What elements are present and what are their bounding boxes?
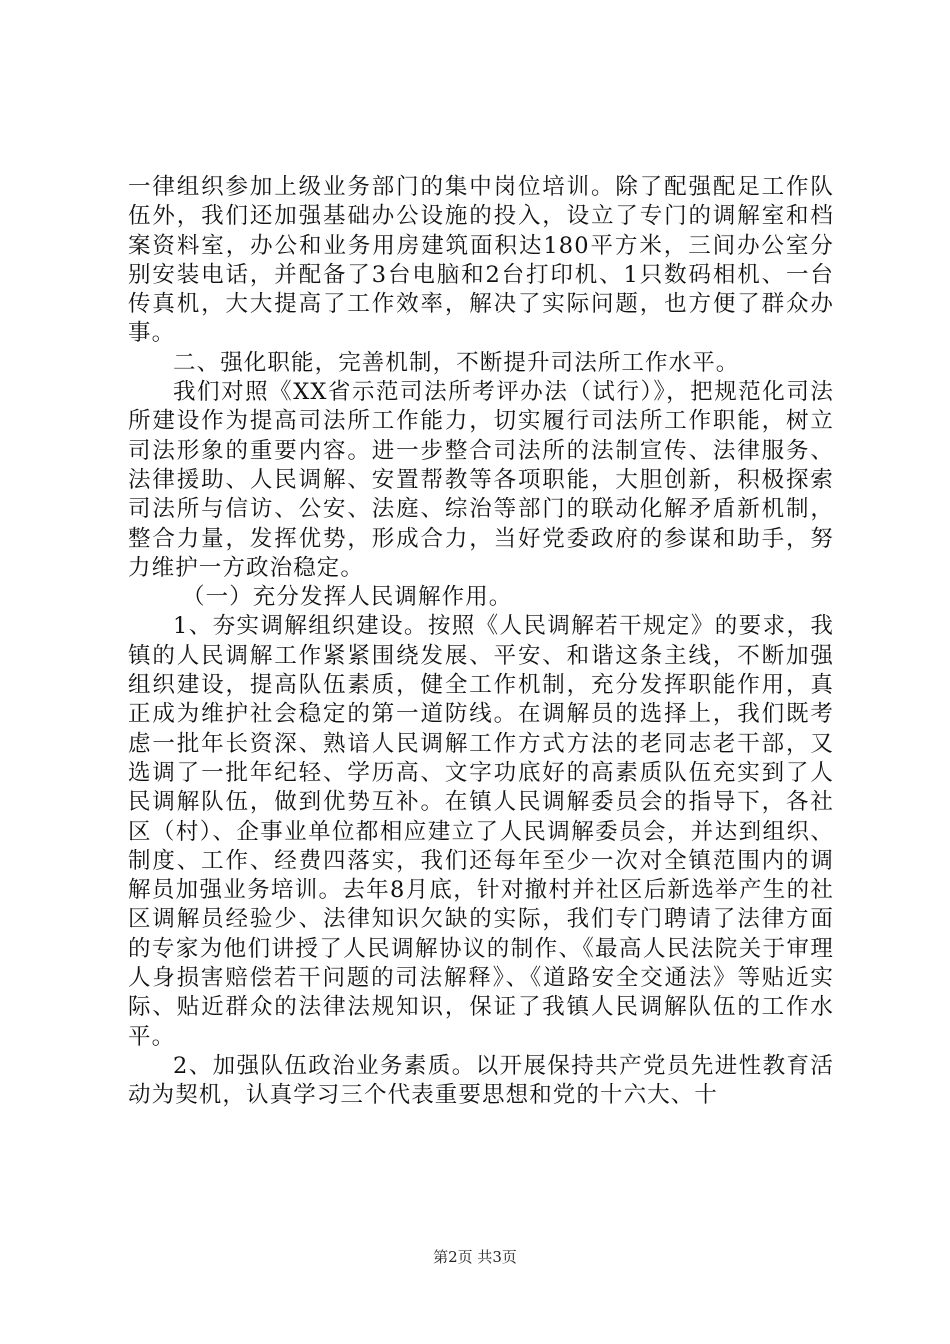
paragraph-office-facilities: 一律组织参加上级业务部门的集中岗位培训。除了配强配足工作队伍外，我们还加强基础办公设施的投入，设立了专门的调解室和档案资料室，办公和业务用房建筑面积达180平方米，三间办公室分别安装电话，并配备了3台电脑和2台打印机、1只数码相机、一台传真机，大大提高了工作效率，解决了实际问题，也方便了群众办事。 <box>128 174 834 347</box>
heading-section-two: 二、强化职能，完善机制，不断提升司法所工作水平。 <box>173 349 740 376</box>
heading-subsection-one: （一）充分发挥人民调解作用。 <box>182 584 513 611</box>
paragraph-mediation-organization: 1、夯实调解组织建设。按照《人民调解若干规定》的要求，我镇的人民调解工作紧紧围绕发展、平安、和谐这条主线，不断加强组织建设，提高队伍素质，健全工作机制，充分发挥职能作用，真正成为维护社会稳定的第一道防线。在调解员的选择上，我们既考虑一批年长资深、熟谙人民调解工作方式方法的老同志老干部，又选调了一批年纪轻、学历高、文字功底好的高素质队伍充实到了人民调解队伍，做到优势互补。在镇人民调解委员会的指导下，各社区（村）、企事业单位都相应建立了人民调解委员会，并达到组织、制度、工作、经费四落实，我们还每年至少一次对全镇范围内的调解员加强业务培训。去年8月底，针对撤村并社区后新选举产生的社区调解员经验少、法律知识欠缺的实际，我们专门聘请了法律方面的专家为他们讲授了人民调解协议的制作、《最高人民法院关于审理人身损害赔偿若干问题的司法解释》、《道路安全交通法》等贴近实际、贴近群众的法律法规知识，保证了我镇人民调解队伍的工作水平。 <box>128 613 834 1050</box>
document-body <box>128 173 834 1111</box>
paragraph-standardization: 我们对照《XX省示范司法所考评办法（试行）》，把规范化司法所建设作为提高司法所工作能力，切实履行司法所工作职能，树立司法形象的重要内容。进一步整合司法所的法制宣传、法律服务、法律援助、人民调解、安置帮教等各项职能，大胆创新，积极探索司法所与信访、公安、法庭、综治等部门的联动化解矛盾新机制，整合力量，发挥优势，形成合力，当好党委政府的参谋和助手，努力维护一方政治稳定。 <box>128 379 834 581</box>
paragraph-team-quality: 2、加强队伍政治业务素质。以开展保持共产党员先进性教育活动为契机，认真学习三个代表重要思想和党的十六大、十 <box>128 1052 834 1109</box>
page-footer: 第2页 共3页 <box>433 1248 517 1266</box>
